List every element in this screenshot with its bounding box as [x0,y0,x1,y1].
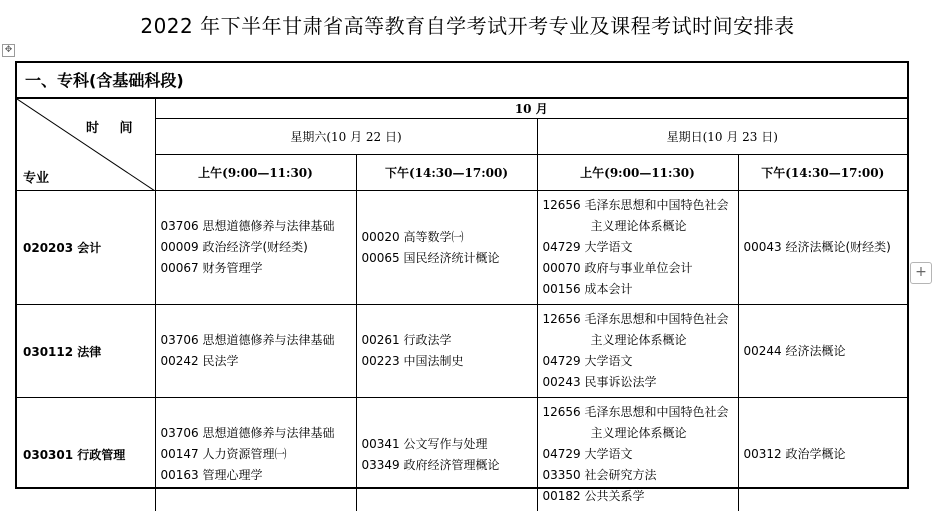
course-item: 00009 政治经济学(财经类) [161,237,352,258]
course-cell-sun-pm [738,398,907,511]
course-cell-sun-am [537,305,738,398]
slot-header-sun-pm: 下午(14:30—17:00) [738,155,907,191]
section-title: 一、专科(含基础科段) [17,63,907,98]
month-header: 10 月 [155,99,907,119]
course-item: 00067 财务管理学 [161,258,352,279]
course-cell-sat-am [155,305,356,398]
course-item: 03706 思想道德修养与法律基础 [161,216,352,237]
course-cell-sat-am [155,398,356,511]
table-row [17,398,907,511]
course-cell-sat-am [155,191,356,305]
course-item: 00312 政治学概论 [744,444,904,465]
course-item: 12656 毛泽东思想和中国特色社会 [543,402,734,423]
major-cell: 030301 行政管理 [17,398,155,511]
course-item: 00065 国民经济统计概论 [362,248,533,269]
course-cell-sun-pm [738,191,907,305]
course-item: 00043 经济法概论(财经类) [744,237,904,258]
course-item: 00242 民法学 [161,351,352,372]
major-cell: 020203 会计 [17,191,155,305]
course-cell-sun-am [537,191,738,305]
course-cell-sat-pm [356,398,537,511]
course-item: 00182 公共关系学 [543,486,734,507]
major-label: 专业 [23,167,49,186]
slot-header-sat-pm: 下午(14:30—17:00) [356,155,537,191]
header-row-month [17,99,907,119]
diagonal-header-cell [17,99,155,191]
course-item: 主义理论体系概论 [543,330,734,351]
course-item: 04729 大学语文 [543,237,734,258]
course-item: 00156 成本会计 [543,279,734,300]
add-row-plus-icon[interactable]: + [910,262,932,284]
course-cell-sat-pm [356,191,537,305]
course-item: 00244 经济法概论 [744,341,904,362]
course-item: 03349 政府经济管理概论 [362,455,533,476]
course-item: 00070 政府与事业单位会计 [543,258,734,279]
slot-header-sun-am: 上午(9:00—11:30) [537,155,738,191]
day-header-saturday: 星期六(10 月 22 日) [155,119,537,155]
course-cell-sun-am [537,398,738,511]
course-item: 00341 公文写作与处理 [362,434,533,455]
course-item: 00261 行政法学 [362,330,533,351]
course-cell-sat-pm [356,305,537,398]
course-item: 03350 社会研究方法 [543,465,734,486]
course-item: 00020 高等数学㈠ [362,227,533,248]
table-row [17,305,907,398]
slot-header-sat-am: 上午(9:00—11:30) [155,155,356,191]
table-row [17,191,907,305]
time-label: 时 间 [86,117,141,136]
course-item: 04729 大学语文 [543,351,734,372]
course-item: 04729 大学语文 [543,444,734,465]
table-move-handle-icon[interactable]: ✥ [2,44,15,57]
day-header-sunday: 星期日(10 月 23 日) [537,119,907,155]
course-item: 主义理论体系概论 [543,423,734,444]
course-item: 00163 管理心理学 [161,465,352,486]
course-item: 00147 人力资源管理㈠ [161,444,352,465]
course-cell-sun-pm [738,305,907,398]
major-cell: 030112 法律 [17,305,155,398]
course-item: 00243 民事诉讼法学 [543,372,734,393]
course-item: 03706 思想道德修养与法律基础 [161,330,352,351]
course-item: 12656 毛泽东思想和中国特色社会 [543,195,734,216]
course-item: 03706 思想道德修养与法律基础 [161,423,352,444]
schedule-table-frame [15,61,909,489]
course-item: 00223 中国法制史 [362,351,533,372]
course-item: 主义理论体系概论 [543,216,734,237]
page-title: 2022 年下半年甘肃省高等教育自学考试开考专业及课程考试时间安排表 [0,10,935,39]
schedule-table [17,98,907,511]
course-item: 12656 毛泽东思想和中国特色社会 [543,309,734,330]
